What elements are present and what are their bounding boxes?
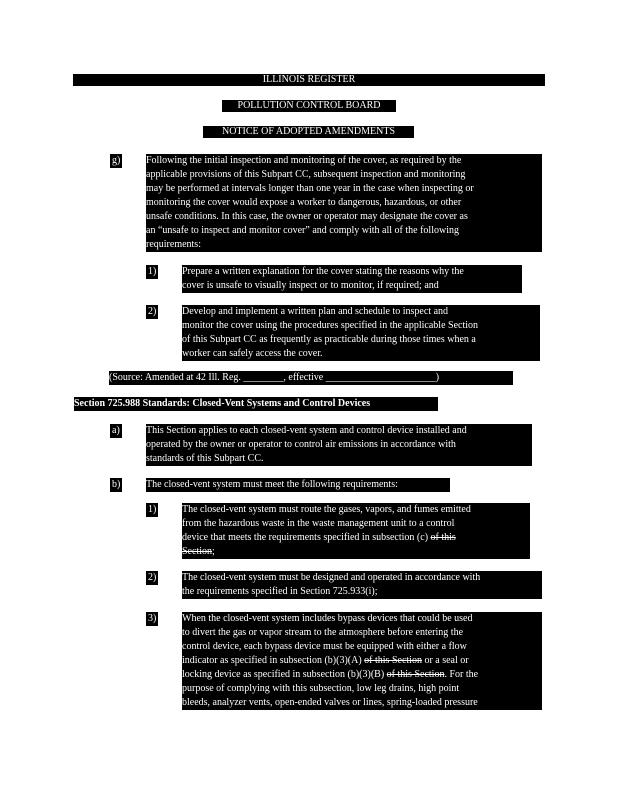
text-run: . For the (444, 669, 479, 680)
section-b-item2-line: The closed-vent system must be designed and operated in accordance with (182, 572, 481, 583)
text-run: device that meets the requirements specified in subsection (c) (182, 532, 431, 543)
section-b-item3-line: control device, each bypass device must be equipped with either a flow (182, 641, 467, 652)
struck-text: of this (430, 532, 456, 543)
section-a-line: operated by the owner or operator to control air emissions in accordance with (146, 439, 456, 450)
para-g-line: monitoring the cover would expose a worker to dangerous, hazardous, or other (146, 197, 462, 208)
section-a-line: This Section applies to each closed-vent system and control device installed and (146, 425, 467, 436)
section-b-item3-line: to divert the gas or vapor stream to the atmosphere before entering the (182, 627, 464, 638)
section-b-item1-line (182, 545, 530, 559)
para-g-item2-line: monitor the cover using the procedures specified in the applicable Section (182, 320, 479, 331)
board-title: POLLUTION CONTROL BOARD (222, 100, 396, 112)
para-g-item1-line: cover is unsafe to visually inspect or to monitor, if required; and (182, 280, 439, 291)
section-b-text (146, 478, 450, 492)
source-text: (Source: Amended at 42 Ill. Reg. ________, effective ______________________) (109, 372, 440, 383)
section-heading (74, 397, 438, 411)
para-g-item2-line: of this Subpart CC as frequently as practicable during those times when a (182, 334, 476, 345)
struck-text: of this Section (386, 669, 445, 680)
para-g-line: an “unsafe to inspect and monitor cover” and comply with all of the following (146, 225, 459, 236)
section-b-item1-text (182, 503, 530, 559)
para-g-line: may be performed at intervals longer than one year in the case when inspecting or (146, 183, 474, 194)
section-b-item2-line: the requirements specified in Section 725.933(i); (182, 586, 378, 597)
section-b-item1-line: The closed-vent system must route the gases, vapors, and fumes emitted (182, 504, 471, 515)
section-b-label: b) (112, 479, 121, 490)
section-b-item3-line: bleeds, analyzer vents, open-ended valves or lines, spring-loaded pressure (182, 697, 478, 708)
source-note (109, 371, 513, 385)
section-b-line: The closed-vent system must meet the following requirements: (146, 479, 398, 490)
para-g-text (146, 154, 542, 252)
section-a-label: a) (112, 425, 120, 436)
struck-text: of this Section (364, 655, 422, 666)
section-b-item3-line: When the closed-vent system includes bypass devices that could be used (182, 613, 473, 624)
notice-title: NOTICE OF ADOPTED AMENDMENTS (203, 126, 414, 138)
para-g-item1-text (182, 265, 522, 293)
para-g-line: requirements: (146, 239, 201, 250)
section-b-item3-line (182, 654, 542, 668)
text-run: ; (212, 546, 215, 557)
text-run: or a seal or (421, 655, 469, 666)
para-g-item1-label: 1) (148, 266, 157, 277)
section-b-item3-label: 3) (148, 613, 157, 624)
para-g-line: applicable provisions of this Subpart CC, subsequent inspection and monitoring (146, 169, 466, 180)
para-g-line: Following the initial inspection and monitoring of the cover, as required by the (146, 155, 462, 166)
para-g-item1-line: Prepare a written explanation for the cover stating the reasons why the (182, 266, 464, 277)
para-g-item2-label: 2) (148, 306, 157, 317)
register-title: ILLINOIS REGISTER (73, 74, 545, 86)
section-b-item3-line (182, 668, 542, 682)
section-b-item3-text (182, 612, 542, 710)
struck-text: Section (182, 546, 212, 557)
text-run: indicator as specified in subsection (b)(3)(A) (182, 655, 365, 666)
para-g-item2-text (182, 305, 540, 361)
section-b-item1-line (182, 531, 530, 545)
section-b-item2-text (182, 571, 542, 599)
para-g-line: unsafe conditions. In this case, the owner or operator may designate the cover as (146, 211, 468, 222)
section-b-item2-label: 2) (148, 572, 157, 583)
para-g-item2-line: worker can safely access the cover. (182, 348, 323, 359)
section-b-item3-line: purpose of complying with this subsection, low leg drains, high point (182, 683, 460, 694)
section-heading-text: Section 725.988 Standards: Closed-Vent Systems and Control Devices (74, 398, 371, 409)
para-g-item2-line: Develop and implement a written plan and schedule to inspect and (182, 306, 449, 317)
section-b-item1-line: from the hazardous waste in the waste management unit to a control (182, 518, 455, 529)
para-g-label: g) (112, 155, 121, 166)
section-b-item1-label: 1) (148, 504, 157, 515)
section-a-line: standards of this Subpart CC. (146, 453, 264, 464)
section-a-text (146, 424, 532, 466)
text-run: locking device as specified in subsection (b)(3)(B) (182, 669, 387, 680)
